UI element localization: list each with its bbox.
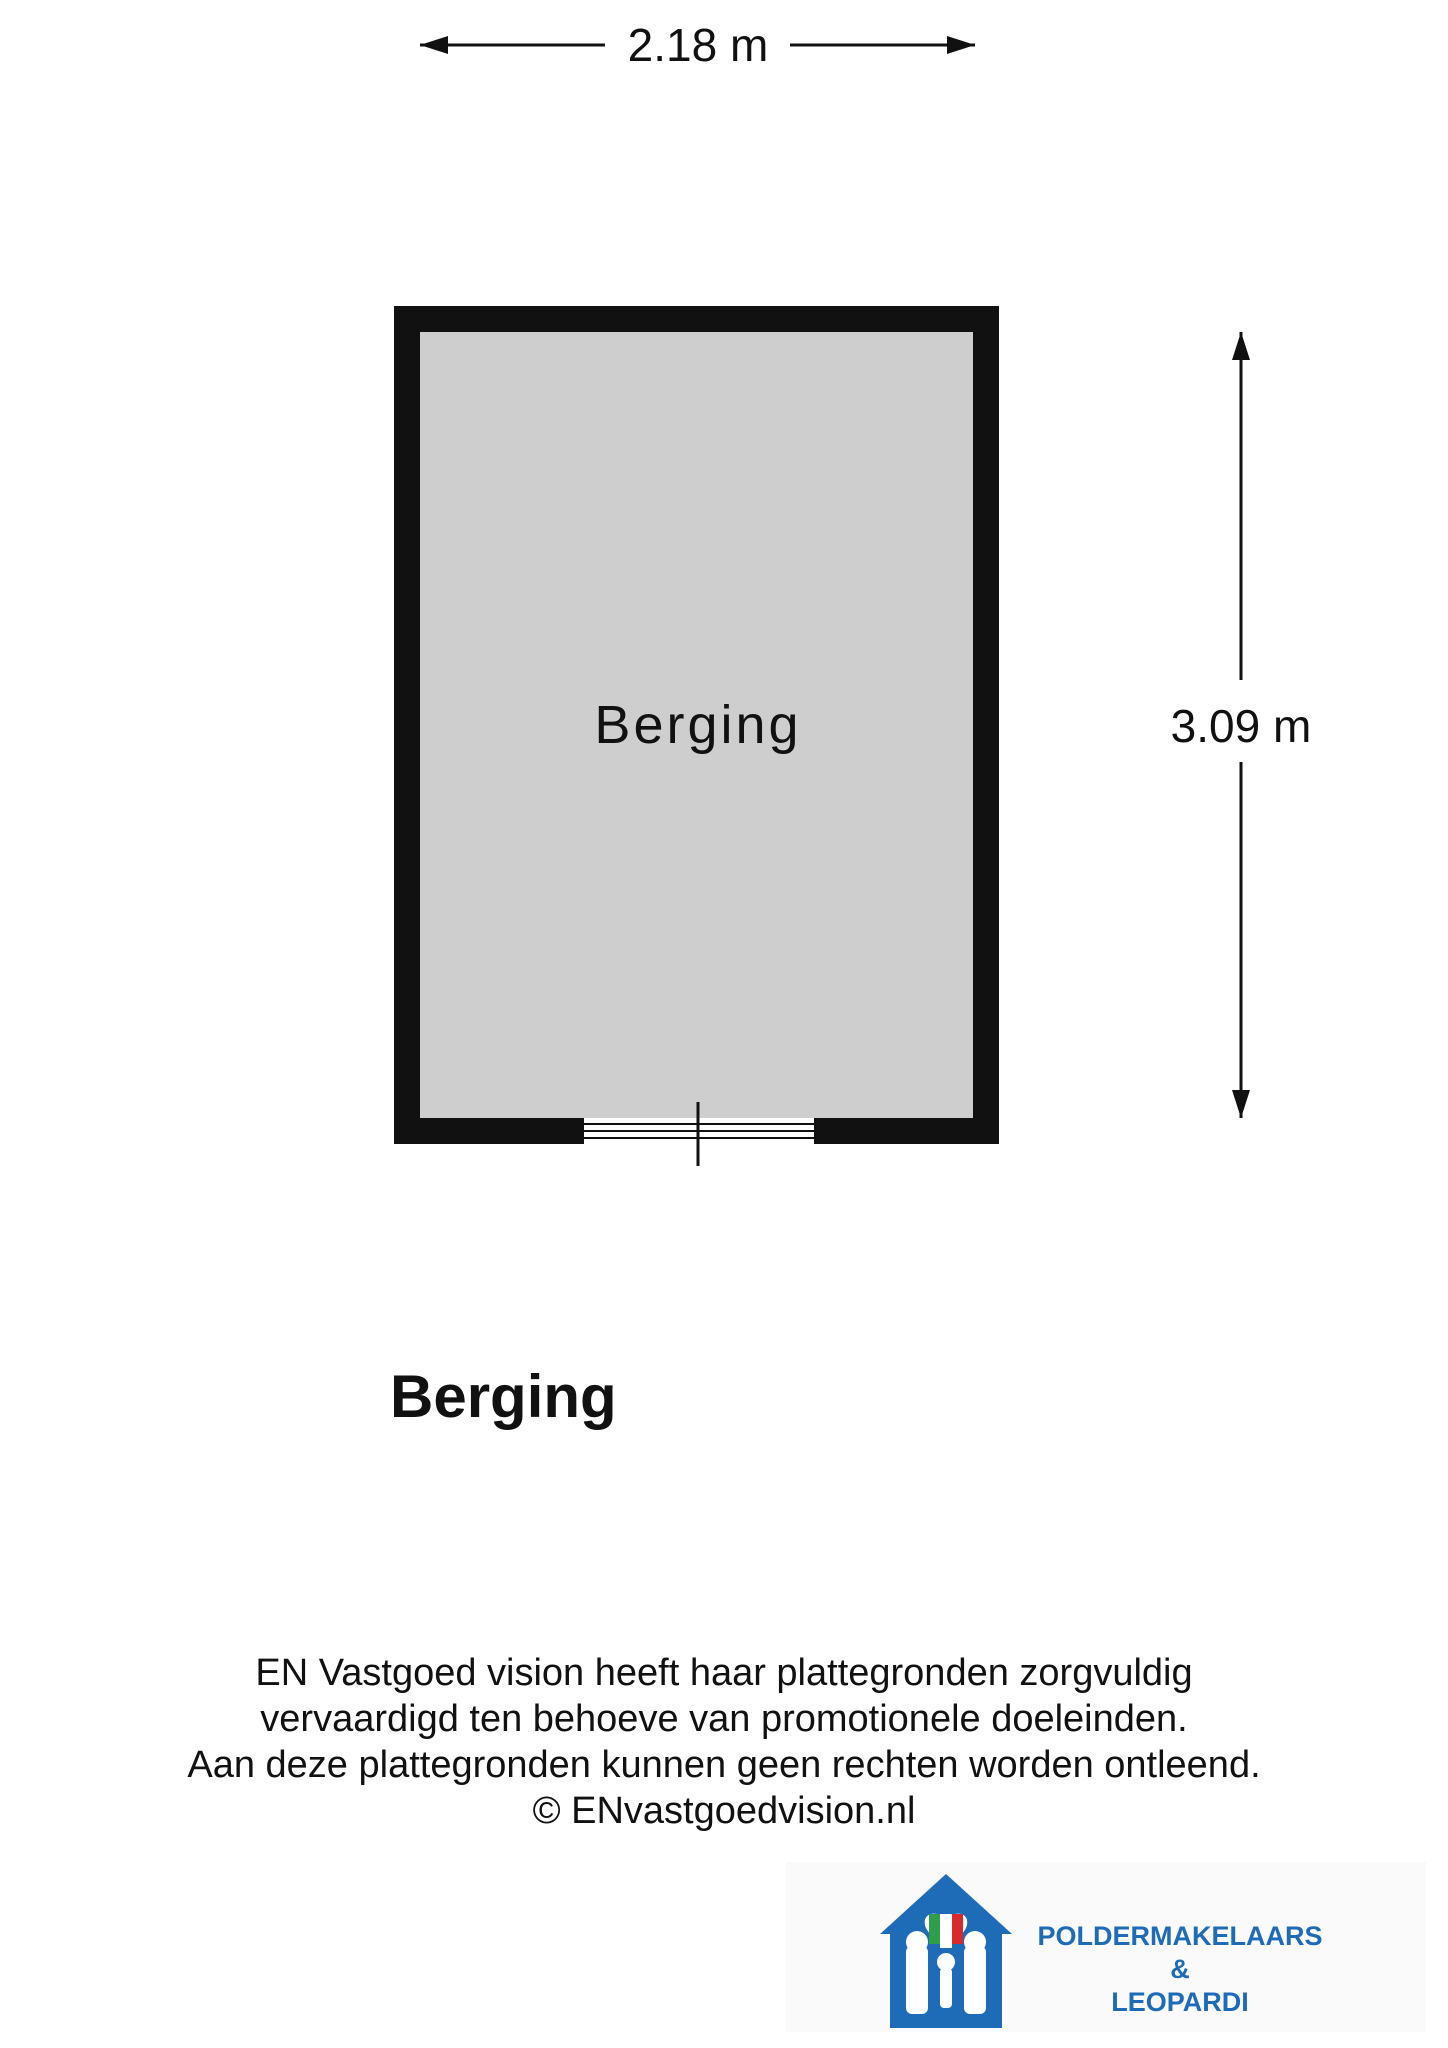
copyright-line: © ENvastgoedvision.nl <box>532 1790 916 1832</box>
arrow-down-icon <box>1232 1090 1250 1118</box>
house-logo-icon <box>876 1862 1016 2032</box>
disclaimer-line: vervaardigd ten behoeve van promotionele doeleinden. <box>260 1698 1188 1740</box>
disclaimer-line: EN Vastgoed vision heeft haar plattegronden zorgvuldig <box>255 1652 1193 1694</box>
disclaimer <box>0 1650 1448 1834</box>
arrow-right-icon <box>947 36 975 54</box>
height-dimension <box>1171 332 1312 1118</box>
agency-name-ampersand: & <box>1170 1954 1190 1984</box>
room-label: Berging <box>594 695 802 755</box>
agency-name-line1: POLDERMAKELAARS <box>1037 1921 1323 1951</box>
arrow-up-icon <box>1232 332 1250 360</box>
width-label: 2.18 m <box>627 19 769 71</box>
height-label: 3.09 m <box>1170 700 1312 752</box>
room-berging <box>394 306 999 1144</box>
disclaimer-line: Aan deze plattegronden kunnen geen rechten worden ontleend. <box>187 1744 1261 1786</box>
agency-logo <box>786 1862 1426 2032</box>
arrow-left-icon <box>420 36 448 54</box>
agency-name <box>1000 1920 1360 2019</box>
floor-title: Berging <box>390 1363 617 1430</box>
width-dimension <box>420 19 975 71</box>
agency-name-line2: LEOPARDI <box>1111 1987 1249 2017</box>
